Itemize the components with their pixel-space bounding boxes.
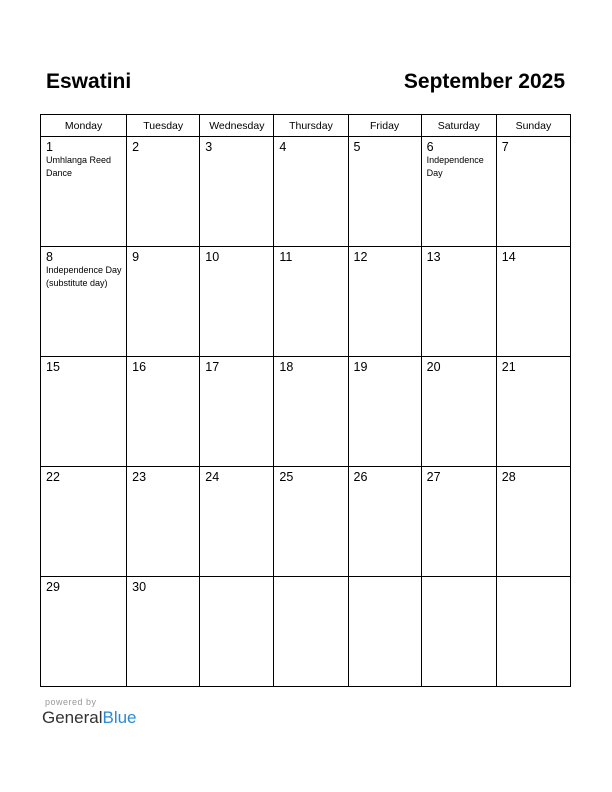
day-number: 10 [205, 250, 220, 264]
day-number [497, 577, 570, 580]
week-row [41, 357, 571, 467]
day-cell [200, 577, 274, 687]
day-cell [200, 137, 274, 247]
day-number: 26 [353, 470, 368, 484]
day-cell [348, 357, 421, 467]
day-number: 27 [426, 470, 441, 484]
day-cell [348, 577, 421, 687]
generalblue-logo [42, 708, 137, 728]
day-number: 29 [46, 580, 60, 594]
weekday-header: Wednesday [200, 115, 274, 137]
day-number [200, 577, 273, 580]
day-cell [41, 357, 127, 467]
holiday-label: Independence Day (substitute day) [46, 265, 122, 288]
calendar-month-title: September 2025 [403, 70, 565, 93]
day-cell [274, 247, 348, 357]
day-cell [41, 577, 127, 687]
day-number [422, 577, 496, 580]
week-row [41, 467, 571, 577]
day-cell [274, 577, 348, 687]
day-number: 9 [132, 250, 140, 264]
day-number: 13 [426, 250, 441, 264]
day-number: 5 [353, 140, 361, 154]
calendar-grid [40, 114, 571, 687]
holiday-label: Independence Day [426, 155, 484, 178]
day-number: 2 [132, 140, 140, 154]
day-cell [496, 577, 570, 687]
day-cell [496, 357, 570, 467]
day-cell [496, 247, 570, 357]
day-cell [200, 357, 274, 467]
logo-blue-text: Blue [102, 708, 137, 727]
calendar-country-title: Eswatini [46, 70, 132, 93]
day-cell [200, 247, 274, 357]
day-cell [274, 137, 348, 247]
day-number: 12 [353, 250, 368, 264]
day-number: 23 [132, 470, 147, 484]
day-number: 17 [205, 360, 220, 374]
day-number: 30 [132, 580, 147, 594]
day-number: 3 [205, 140, 213, 154]
day-cell [274, 357, 348, 467]
day-cell [496, 467, 570, 577]
day-number: 15 [46, 360, 60, 374]
day-number: 25 [279, 470, 294, 484]
week-row [41, 577, 571, 687]
day-number: 22 [46, 470, 60, 484]
weekday-header: Thursday [274, 115, 348, 137]
day-cell [41, 467, 127, 577]
day-number: 20 [426, 360, 441, 374]
day-number: 14 [501, 250, 516, 264]
day-cell [41, 137, 127, 247]
day-number [349, 577, 421, 580]
weekday-header: Monday [41, 115, 127, 137]
day-number: 4 [279, 140, 287, 154]
day-cell [200, 467, 274, 577]
day-cell [274, 467, 348, 577]
day-cell [348, 467, 421, 577]
day-cell [127, 357, 200, 467]
day-number: 11 [279, 250, 293, 264]
day-number: 1 [46, 140, 53, 154]
day-cell [421, 357, 496, 467]
day-cell [127, 467, 200, 577]
day-cell [127, 577, 200, 687]
day-number: 24 [205, 470, 220, 484]
week-row [41, 247, 571, 357]
day-number: 18 [279, 360, 294, 374]
day-number: 6 [426, 140, 434, 154]
day-cell [421, 247, 496, 357]
day-number: 8 [46, 250, 53, 264]
day-number: 19 [353, 360, 368, 374]
day-cell [421, 577, 496, 687]
day-cell [127, 247, 200, 357]
day-cell [496, 137, 570, 247]
powered-by-text: powered by [45, 697, 97, 707]
weekday-header: Saturday [421, 115, 496, 137]
weekday-header: Friday [348, 115, 421, 137]
day-number: 21 [501, 360, 516, 374]
holiday-label: Umhlanga Reed Dance [46, 155, 112, 178]
day-number [274, 577, 347, 580]
logo-general-text: General [42, 708, 103, 727]
day-number: 7 [501, 140, 509, 154]
day-cell [127, 137, 200, 247]
weekday-header: Sunday [496, 115, 570, 137]
day-cell [421, 137, 496, 247]
day-number: 16 [132, 360, 147, 374]
day-cell [41, 247, 127, 357]
day-cell [348, 137, 421, 247]
day-cell [348, 247, 421, 357]
weekday-header-row [41, 115, 571, 137]
week-row [41, 137, 571, 247]
day-cell [421, 467, 496, 577]
weekday-header: Tuesday [127, 115, 200, 137]
day-number: 28 [501, 470, 516, 484]
